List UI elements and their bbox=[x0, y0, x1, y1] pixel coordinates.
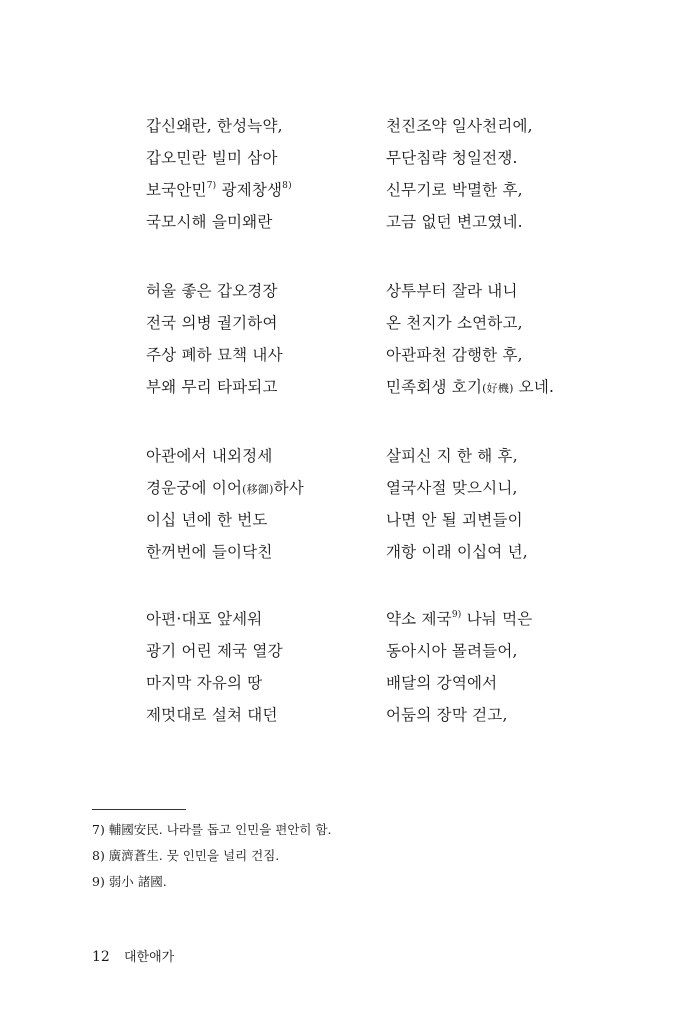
running-title: 대한애가 bbox=[123, 950, 175, 965]
verse-line bbox=[386, 609, 532, 629]
verse-line bbox=[146, 641, 283, 661]
verse-line bbox=[146, 281, 278, 301]
verse-text: 고금 없던 변고였네. bbox=[386, 213, 523, 231]
footnote-marker: 7) bbox=[206, 180, 217, 191]
verse-text: 나면 안 될 괴변들이 bbox=[386, 511, 523, 529]
verse-text: 국모시해 을미왜란 bbox=[146, 213, 273, 231]
verse-line bbox=[386, 313, 523, 333]
verse-line bbox=[386, 446, 518, 466]
verse-text: 광기 어린 제국 열강 bbox=[146, 642, 283, 660]
footnote-marker: 9) bbox=[451, 609, 462, 620]
verse-line bbox=[386, 180, 523, 200]
verse-line bbox=[146, 180, 292, 200]
hanja-gloss: (移御) bbox=[242, 483, 274, 496]
verse-text: 갑오민란 빌미 삼아 bbox=[146, 149, 278, 167]
verse-line bbox=[386, 281, 518, 301]
verse-text: 마지막 자유의 땅 bbox=[146, 674, 263, 692]
verse-line bbox=[146, 542, 273, 562]
verse-text: 한꺼번에 들이닥친 bbox=[146, 543, 273, 561]
verse-line bbox=[386, 510, 523, 530]
page-footer bbox=[92, 948, 174, 967]
verse-line bbox=[386, 148, 518, 168]
verse-text: 무단침략 청일전쟁. bbox=[386, 149, 518, 167]
verse-text: 열국사절 맞으시니, bbox=[386, 479, 518, 497]
footnote-9: 9) 弱小 諸國. bbox=[92, 874, 167, 889]
verse-text: 주상 폐하 묘책 내사 bbox=[146, 346, 283, 364]
footnote-8: 8) 廣濟蒼生. 뭇 인민을 널리 건짐. bbox=[92, 848, 280, 863]
verse-line bbox=[146, 478, 304, 500]
footnote-7: 7) 輔國安民. 나라를 돕고 인민을 편안히 함. bbox=[92, 822, 332, 837]
verse-text: 온 천지가 소연하고, bbox=[386, 314, 523, 332]
verse-line bbox=[386, 345, 523, 365]
verse-text: 광제창생 bbox=[216, 181, 283, 199]
verse-text: 오네. bbox=[513, 378, 555, 396]
verse-line bbox=[386, 377, 554, 399]
verse-line bbox=[146, 510, 268, 530]
verse-line bbox=[146, 705, 278, 725]
verse-line bbox=[146, 148, 278, 168]
verse-text: 제멋대로 설쳐 대던 bbox=[146, 706, 278, 724]
verse-text: 전국 의병 궐기하여 bbox=[146, 314, 278, 332]
verse-text: 민족회생 호기 bbox=[386, 378, 483, 396]
verse-line bbox=[146, 313, 278, 333]
verse-text: 약소 제국 bbox=[386, 610, 452, 628]
verse-text: 상투부터 잘라 내니 bbox=[386, 282, 518, 300]
verse-text: 아관에서 내외정세 bbox=[146, 447, 273, 465]
verse-text: 아편·대포 앞세워 bbox=[146, 610, 263, 628]
verse-line bbox=[146, 345, 283, 365]
verse-text: 동아시아 몰려들어, bbox=[386, 642, 518, 660]
verse-line bbox=[386, 116, 533, 136]
verse-line bbox=[146, 446, 273, 466]
verse-text: 이십 년에 한 번도 bbox=[146, 511, 268, 529]
verse-line bbox=[386, 705, 508, 725]
verse-line bbox=[386, 212, 523, 232]
verse-line bbox=[386, 478, 518, 498]
verse-text: 부왜 무리 타파되고 bbox=[146, 378, 278, 396]
verse-line bbox=[146, 377, 278, 397]
verse-text: 허울 좋은 갑오경장 bbox=[146, 282, 278, 300]
verse-text: 개항 이래 이십여 년, bbox=[386, 543, 528, 561]
footnote-separator bbox=[92, 809, 186, 810]
footnote-marker: 8) bbox=[282, 180, 292, 191]
verse-text: 갑신왜란, 한성늑약, bbox=[146, 117, 283, 135]
verse-line bbox=[386, 641, 518, 661]
verse-line bbox=[146, 212, 273, 232]
verse-line bbox=[386, 542, 528, 562]
hanja-gloss: (好機) bbox=[482, 382, 514, 395]
verse-text: 보국안민 bbox=[146, 181, 207, 199]
verse-text: 하사 bbox=[273, 479, 304, 497]
page-number: 12 bbox=[92, 949, 110, 965]
verse-text: 신무기로 박멸한 후, bbox=[386, 181, 523, 199]
verse-line bbox=[146, 673, 262, 693]
verse-line bbox=[146, 609, 262, 629]
verse-text: 어둠의 장막 걷고, bbox=[386, 706, 508, 724]
verse-text: 아관파천 감행한 후, bbox=[386, 346, 523, 364]
verse-line bbox=[146, 116, 283, 136]
verse-text: 경운궁에 이어 bbox=[146, 479, 243, 497]
verse-text: 배달의 강역에서 bbox=[386, 674, 498, 692]
verse-text: 천진조약 일사천리에, bbox=[386, 117, 533, 135]
verse-text: 나눠 먹은 bbox=[461, 610, 533, 628]
verse-text: 살피신 지 한 해 후, bbox=[386, 447, 518, 465]
verse-line bbox=[386, 673, 497, 693]
